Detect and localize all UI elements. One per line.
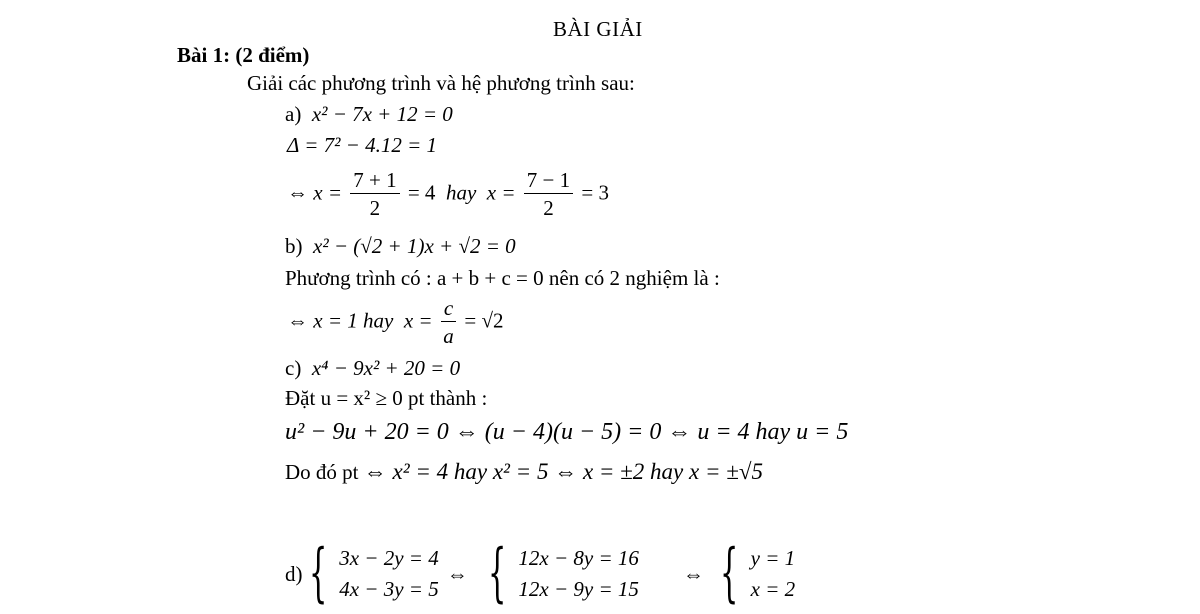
brace-icon: { <box>308 536 327 611</box>
hay-word: hay <box>363 308 394 333</box>
x-equals: x = <box>313 180 342 205</box>
part-a-delta: Δ = 7² − 4.12 = 1 <box>287 133 438 157</box>
fraction-1-denominator: 2 <box>369 196 381 220</box>
fraction-2 <box>524 170 573 219</box>
part-b-solution <box>287 298 504 347</box>
solution-prefix: ⇔ x = 1 <box>287 308 358 333</box>
system-3-eq-2: x = 2 <box>750 577 796 601</box>
conclusion: ⇔ x² = 4 hay x² = 5 ⇔ x = ±2 hay x = ±√5 <box>363 459 763 484</box>
result-2: = 3 <box>581 180 609 205</box>
fraction-2-numerator: 7 − 1 <box>524 170 573 194</box>
result: = √2 <box>464 308 504 333</box>
problem-heading: Bài 1: (2 điểm) <box>177 43 310 67</box>
part-a-equation-line <box>285 104 453 125</box>
x-equals: x = <box>486 180 516 205</box>
brace-icon: { <box>719 536 739 611</box>
iff-icon: ⇔ <box>682 561 704 586</box>
part-d-line <box>285 536 796 611</box>
part-d-label: d) <box>285 561 303 586</box>
fraction-c-over-a <box>441 298 456 347</box>
part-a-equation: x² − 7x + 12 = 0 <box>311 102 453 126</box>
part-b-label: b) <box>285 234 303 258</box>
system-2-eq-1: 12x − 8y = 16 <box>518 546 639 570</box>
iff-icon: ⇔ <box>287 180 308 205</box>
system-2 <box>487 536 639 611</box>
iff-icon: ⇔ <box>446 561 468 586</box>
part-c-substitution: Đặt u = x² ≥ 0 pt thành : <box>285 386 488 410</box>
brace-icon: { <box>487 536 507 611</box>
part-c-equation: x⁴ − 9x² + 20 = 0 <box>311 356 461 380</box>
part-c-equation-line <box>285 358 460 379</box>
part-c-label: c) <box>285 356 302 380</box>
system-2-eq-2: 12x − 9y = 15 <box>518 577 639 601</box>
fraction-1 <box>350 170 399 219</box>
part-b-equation: x² − (√2 + 1)x + √2 = 0 <box>313 234 516 258</box>
system-1-eq-2: 4x − 3y = 5 <box>339 577 439 601</box>
system-1-eq-1: 3x − 2y = 4 <box>339 546 439 570</box>
part-b-equation-line <box>285 236 516 257</box>
hay-word: hay <box>445 180 477 205</box>
conclusion-prefix: Do đó pt <box>285 460 359 484</box>
part-a-label: a) <box>285 102 302 126</box>
result-1: = 4 <box>407 180 436 205</box>
part-c-step1: u² − 9u + 20 = 0 ⇔ (u − 4)(u − 5) = 0 ⇔ u = 4 hay u = 5 <box>285 419 849 445</box>
x-equals: x = <box>403 308 433 333</box>
system-1 <box>308 536 439 611</box>
system-3-eq-1: y = 1 <box>750 546 796 570</box>
part-a-solution <box>287 170 609 219</box>
fraction-numerator: c <box>441 298 456 322</box>
fraction-2-denominator: 2 <box>543 196 554 220</box>
instruction-text: Giải các phương trình và hệ phương trình sau: <box>247 71 635 95</box>
fraction-denominator: a <box>443 324 454 348</box>
fraction-1-numerator: 7 + 1 <box>350 170 399 194</box>
part-b-note: Phương trình có : a + b + c = 0 nên có 2 nghiệm là : <box>285 266 720 290</box>
part-c-conclusion-line <box>285 460 763 483</box>
document-title: BÀI GIẢI <box>553 17 643 41</box>
system-3 <box>719 536 796 611</box>
